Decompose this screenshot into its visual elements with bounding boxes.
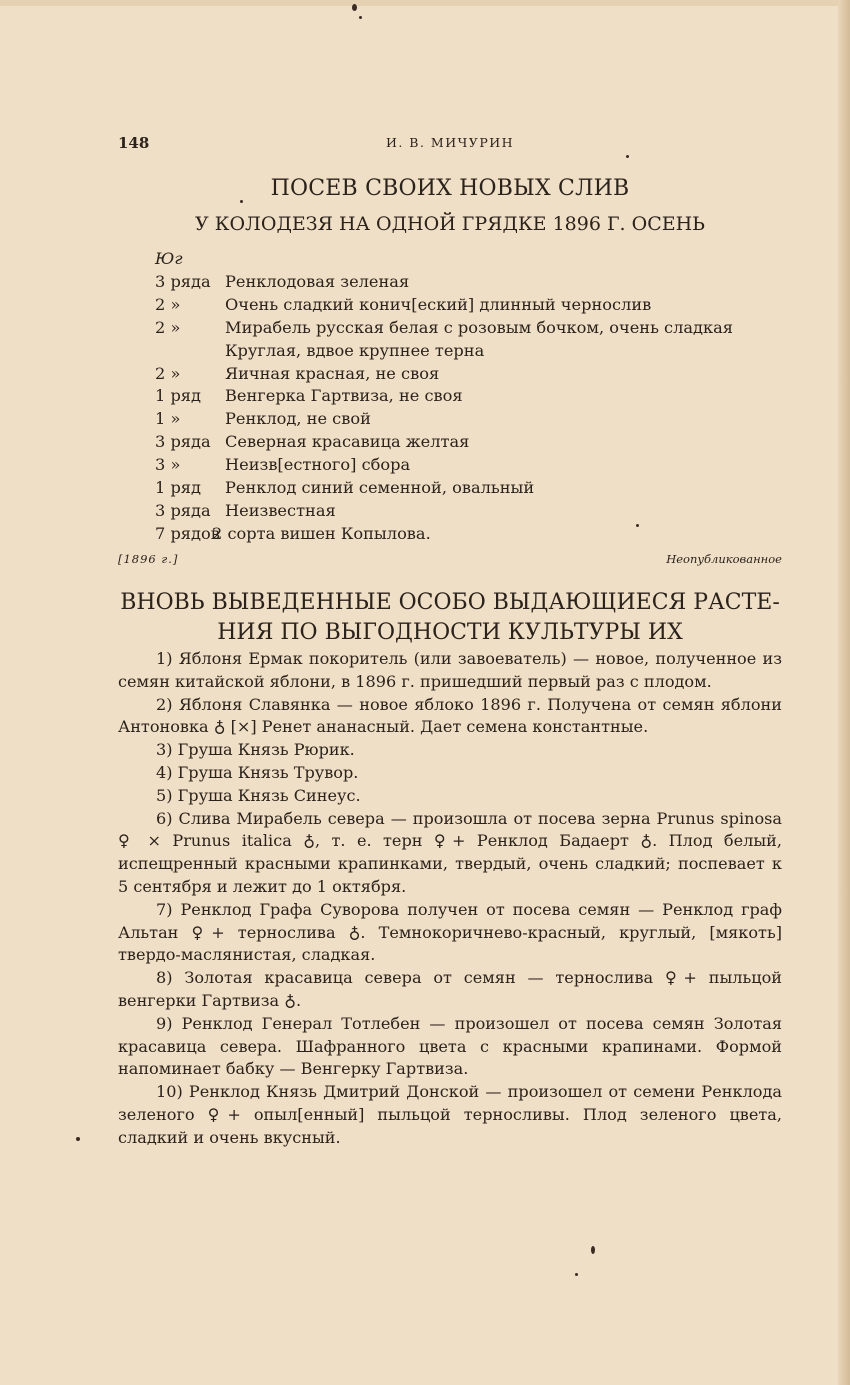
list-item [155,363,782,386]
list-item [155,385,782,408]
paragraph: 6) Слива Мирабель севера — произошла от посева зерна Prunus spinosa ♀ × Prunus italica ♁, т. е. терн ♀+ Ренклод Бадаерт ♁. Плод белый, испещренный красными крапинками, твердый, очень сладкий; поспевает к 5 сентября и лежит до 1 октября. [118,808,782,896]
section-title-line: НИЯ ПО ВЫГОДНОСТИ КУЛЬТУРЫ ИХ [217,620,683,645]
list-item [155,500,782,523]
row-count: 2 » [155,317,181,337]
paragraph: 8) Золотая красавица севера от семян — тернослива ♀+ пыльцой венгерки Гартвиза ♁. [118,968,782,1010]
source-note [118,552,782,570]
paragraph: 2) Яблоня Славянка — новое яблоко 1896 г. Получена от семян яблони Антоновка ♁ [×] Ренет ананасный. Дает семена константные. [118,694,782,737]
section-title: ПОСЕВ СВОИХ НОВЫХ СЛИВ [270,176,630,201]
list-item [155,408,782,431]
body-text [118,648,782,1150]
paragraph: 1) Яблоня Ермак покоритель (или завоеватель) — новое, полученное из семян китайской яблони, в 1896 г. пришедший первый раз с плодом. [118,649,782,691]
paragraph: 9) Ренклод Генерал Тотлебен — произошел от посева семян Золотая красавица севера. Шафранного цвета с красными крапинами. Формой напоминает бабку — Венгерку Гартвиза. [118,1013,782,1079]
variety-name: Ренклод синий семенной, овальный [225,478,535,498]
running-head [118,134,782,154]
direction-label: Юг [155,249,183,268]
variety-name: Северная красавица желтая [225,432,470,452]
section-subtitle: У КОЛОДЕЗЯ НА ОДНОЙ ГРЯДКЕ 1896 Г. ОСЕНЬ [195,213,705,235]
row-count [155,340,225,363]
variety-name: Очень сладкий конич[еский] длинный чернослив [225,294,652,314]
list-item [155,317,782,340]
list-item [155,271,782,294]
page-top-edge [0,0,850,6]
paragraph: 5) Груша Князь Синеус. [156,785,361,805]
publication-status: Неопубликованное [666,552,782,566]
row-count: 3 » [155,455,181,475]
variety-name: Ренклод, не свой [225,409,371,429]
row-count: 3 ряда [155,271,211,291]
running-title: И. В. МИЧУРИН [385,135,515,150]
planting-list [155,248,782,546]
variety-name: Ренклодовая зеленая [225,271,410,291]
variety-name: Неизвестная [225,500,336,520]
row-count: 1 » [155,409,181,429]
variety-name: Круглая, вдвое крупнее терна [225,340,485,360]
list-item [155,340,782,363]
page-number: 148 [118,134,150,152]
ink-speck [240,200,243,203]
row-count: 3 ряда [155,500,211,520]
ink-speck [636,524,639,527]
paragraph: 10) Ренклод Князь Дмитрий Донской — произошел от семени Ренклода зеленого ♀+ опыл[енный] пыльцой терносливы. Плод зеленого цвета, сладкий и очень вкусный. [118,1082,782,1147]
variety-name: Мирабель русская белая с розовым бочком, очень сладкая [225,317,733,337]
paragraph: 7) Ренклод Графа Суворова получен от посева семян — Ренклод граф Альтан ♀+ тернослива ♁. Темнокоричнево-красный, круглый, [мякоть] твердо-маслянистая, сладкая. [118,899,782,965]
list-item [155,477,782,500]
variety-name: Неизв[естного] сбора [225,455,411,475]
date-note: [1896 г.] [118,552,179,566]
row-count: 3 ряда [155,432,211,452]
list-item [155,523,782,546]
list-item [155,431,782,454]
row-count: 7 рядов [155,523,220,543]
variety-name: 2 сорта вишен Копылова. [212,523,431,543]
section-title-line: ВНОВЬ ВЫВЕДЕННЫЕ ОСОБО ВЫДАЮЩИЕСЯ РАСТЕ- [120,590,780,615]
list-item [155,294,782,317]
ink-speck [575,1273,578,1276]
paragraph: 4) Груша Князь Трувор. [156,762,359,782]
ink-speck [76,1137,80,1141]
ink-speck [591,1246,595,1254]
paragraph: 3) Груша Князь Рюрик. [156,740,355,760]
list-item [155,454,782,477]
variety-name: Венгерка Гартвиза, не своя [225,386,463,406]
page-right-edge [838,0,850,1385]
section-title-2 [118,588,782,648]
row-count: 2 » [155,294,181,314]
ink-speck [359,16,362,19]
variety-name: Яичная красная, не своя [225,363,440,383]
row-count: 1 ряд [155,478,201,498]
row-count: 2 » [155,363,181,383]
ink-speck [352,4,357,11]
ink-speck [626,155,629,158]
row-count: 1 ряд [155,386,201,406]
